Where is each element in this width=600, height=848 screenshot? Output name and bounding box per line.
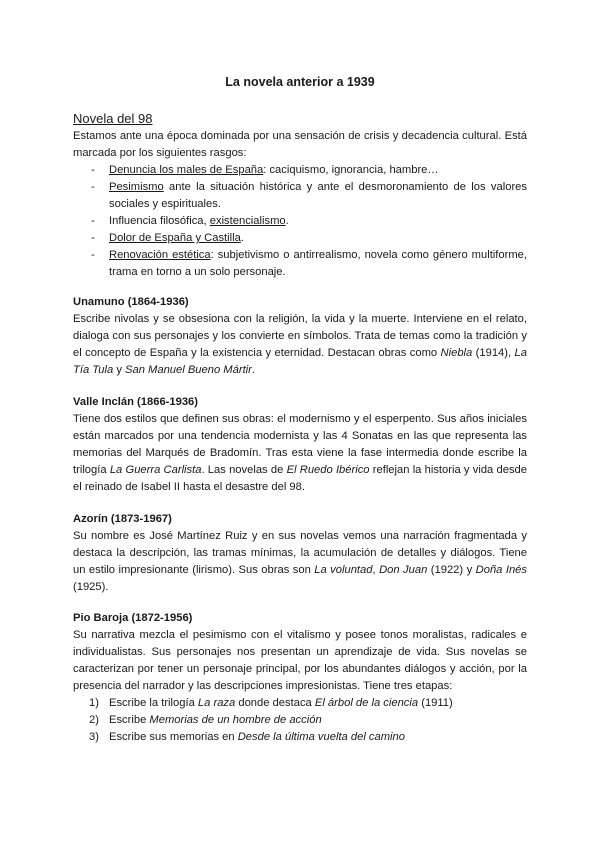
stages-list: [73, 695, 527, 746]
bullet: -: [91, 164, 95, 176]
trait-text: ante la situación histórica y ante el desmoronamiento de los valores sociales y espirituales.: [109, 181, 527, 210]
trait-keyword: existencialismo: [209, 215, 286, 227]
text: (1925).: [73, 581, 109, 593]
work-title: La Tía Tula: [73, 347, 527, 376]
text: donde destaca: [235, 697, 315, 709]
work-title: El árbol de la ciencia: [314, 697, 419, 709]
list-number: 2): [89, 714, 99, 726]
author-heading: Unamuno (1864-1936): [73, 296, 189, 308]
trait-keyword: Denuncia los males de España: [109, 164, 264, 176]
bullet: -: [91, 249, 95, 261]
list-item: [73, 162, 527, 179]
work-title: La raza: [197, 697, 236, 709]
work-title: San Manuel Bueno Mártir: [125, 364, 252, 376]
work-title: La Guerra Carlista: [109, 464, 202, 476]
author-paragraph: [73, 528, 527, 596]
text: (1914),: [472, 347, 515, 359]
trait-keyword: Dolor de España y Castilla: [109, 232, 241, 244]
bullet: -: [91, 215, 95, 227]
work-title: Doña Inés: [475, 564, 527, 576]
section-heading: Novela del 98: [73, 111, 153, 126]
trait-text: : subjetivismo o antirrealismo, novela como género multiforme, trama en torno a un solo personaje.: [109, 249, 527, 278]
work-title: Desde la última vuelta del camino: [237, 731, 405, 743]
text: .: [251, 364, 255, 376]
list-number: 3): [89, 731, 99, 743]
work-title: Memorias de un hombre de acción: [149, 714, 322, 726]
trait-text: : caciquismo, ignorancia, hambre…: [263, 164, 439, 176]
valle-block: [73, 394, 527, 496]
list-item: [73, 729, 527, 746]
work-title: Niebla: [440, 347, 473, 359]
list-item: [73, 712, 527, 729]
trait-keyword: Renovación estética: [109, 249, 211, 261]
baroja-block: [73, 610, 527, 746]
page-title: La novela anterior a 1939: [225, 75, 375, 89]
text: Tiene dos estilos que definen sus obras: el modernismo y el esperpento. Sus años iniciales están marcados por una tendencia modernista y las 4 Sonatas en las que representa las memorias del Marqués de Bradomín. Tras esta viene la fase intermedia donde escribe la trilogía: [73, 413, 527, 476]
text: Escribe nivolas y se obsesiona con la religión, la vida y la muerte. Interviene en el relato, dialoga con sus personajes y los convierte en símbolos. Trata de temas como la tradición y el concepto de España y la existencia y eternidad. Destacan obras como: [73, 313, 527, 359]
text: . Las novelas de: [201, 464, 287, 476]
text: (1911): [418, 697, 453, 709]
traits-list: [73, 162, 527, 281]
trait-text: .: [240, 232, 244, 244]
list-item: [73, 247, 527, 281]
author-heading: Valle Inclán (1866-1936): [73, 396, 199, 408]
work-title: La voluntad: [314, 564, 373, 576]
text: y: [113, 364, 126, 376]
text: ,: [372, 564, 380, 576]
author-paragraph: Su narrativa mezcla el pesimismo con el vitalismo y posee tonos moralistas, radicales e individualistas. Sus personajes nos presentan un aprendizaje de vida. Sus novelas se caracterizan por tener un personaje principal, por los abundantes diálogos y acción, por la presencia del narrador y las descripciones impresionistas. Tiene tres etapas:: [73, 629, 527, 692]
work-title: El Ruedo Ibérico: [286, 464, 370, 476]
list-number: 1): [89, 697, 99, 709]
trait-keyword: Pesimismo: [109, 181, 164, 193]
work-title: Don Juan: [379, 564, 428, 576]
text: Escribe: [109, 714, 150, 726]
intro-block: [73, 128, 527, 281]
text: reflejan la historia y vida desde el reinado de Isabel II hasta el desastre del 98.: [73, 464, 527, 493]
unamuno-block: [73, 294, 527, 379]
text: (1922) y: [427, 564, 476, 576]
author-heading: Pio Baroja (1872-1956): [73, 612, 193, 624]
trait-prefix: Influencia filosófica,: [109, 215, 210, 227]
list-item: [73, 695, 527, 712]
bullet: -: [91, 232, 95, 244]
text: Escribe la trilogía: [109, 697, 198, 709]
author-paragraph: [73, 311, 527, 379]
trait-text: .: [285, 215, 289, 227]
list-item: [73, 213, 527, 230]
text: Escribe sus memorias en: [109, 731, 238, 743]
intro-paragraph: Estamos ante una época dominada por una sensación de crisis y decadencia cultural. Está marcada por los siguientes rasgos:: [73, 130, 527, 159]
list-item: [73, 230, 527, 247]
azorin-block: [73, 511, 527, 596]
bullet: -: [91, 181, 95, 193]
author-heading: Azorín (1873-1967): [73, 513, 172, 525]
list-item: [73, 179, 527, 213]
author-paragraph: [73, 411, 527, 496]
text: Su nombre es José Martínez Ruiz y en sus novelas vemos una narración fragmentada y destaca la descripción, las tramas mínimas, la acumulación de detalles y diálogos. Tiene un estilo impresionante (lirismo). Sus obras son: [73, 530, 527, 576]
